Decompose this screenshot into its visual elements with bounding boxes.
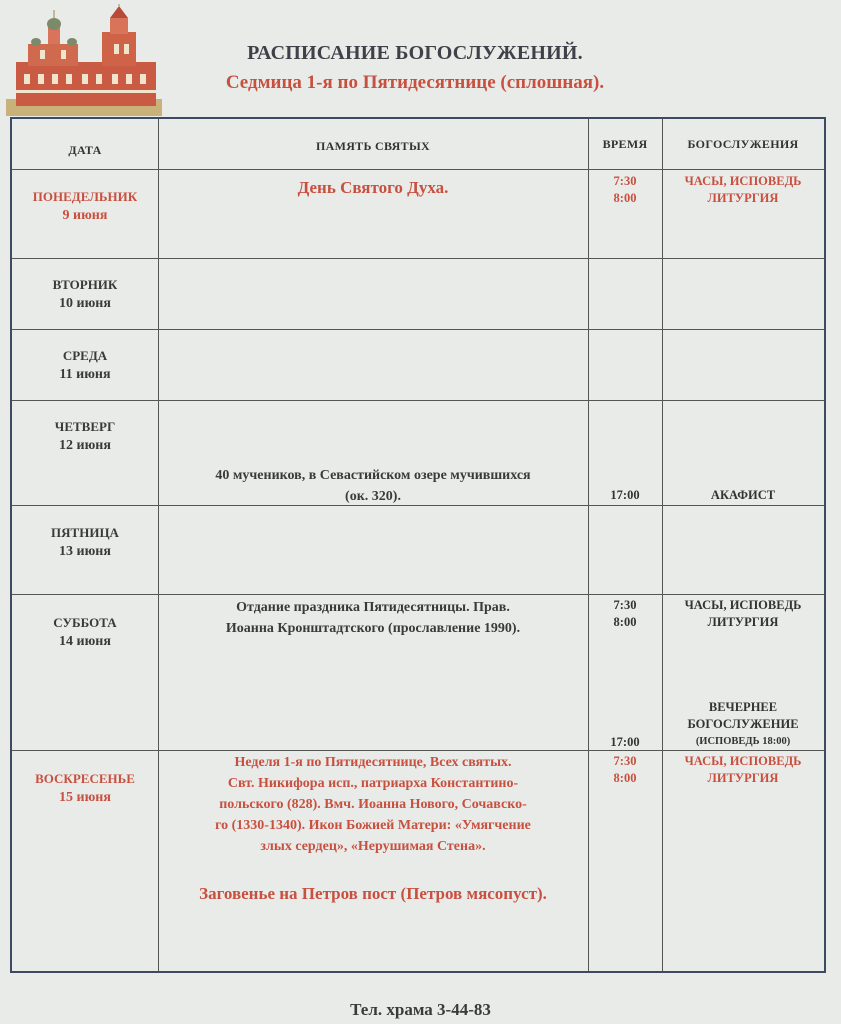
time-value: 7:30 bbox=[613, 754, 637, 768]
day-name: ПОНЕДЕЛЬНИК bbox=[32, 189, 138, 204]
service-name: БОГОСЛУЖЕНИЕ bbox=[687, 717, 799, 731]
service-name: ЧАСЫ, ИСПОВЕДЬ bbox=[684, 598, 802, 612]
saints-line: (ок. 320). bbox=[345, 489, 401, 504]
saints-line: Иоанна Кронштадтского (прославление 1990). bbox=[225, 621, 521, 636]
day-name: СРЕДА bbox=[62, 348, 108, 363]
time-value: 17:00 bbox=[610, 735, 640, 749]
service-name: АКАФИСТ bbox=[710, 488, 776, 502]
saints-line: 40 мучеников, в Севастийском озере мучившихся bbox=[215, 468, 531, 483]
table-row-date bbox=[12, 346, 158, 384]
row-divider bbox=[12, 750, 824, 751]
saints-line: Свт. Никифора исп., патриарха Константино- bbox=[227, 776, 519, 791]
row-divider bbox=[12, 169, 824, 170]
table-row-date bbox=[12, 275, 158, 313]
day-date: 14 июня bbox=[59, 634, 111, 649]
time-cell bbox=[588, 753, 662, 787]
table-row-date bbox=[12, 613, 158, 651]
time-value: 7:30 bbox=[613, 174, 637, 188]
church-illustration bbox=[6, 4, 162, 116]
saints-text: День Святого Духа. bbox=[297, 178, 449, 197]
saints-line: злых сердец», «Нерушимая Стена». bbox=[260, 839, 486, 854]
time-value: 17:00 bbox=[610, 488, 640, 502]
services-cell bbox=[662, 173, 824, 207]
day-date: 9 июня bbox=[62, 208, 108, 223]
header-services: БОГОСЛУЖЕНИЯ bbox=[687, 137, 799, 151]
fast-note: Заговенье на Петров пост (Петров мясопуст). bbox=[199, 884, 547, 903]
service-note: (ИСПОВЕДЬ 18:00) bbox=[695, 736, 791, 747]
header-date: ДАТА bbox=[68, 143, 102, 157]
day-name: ВОСКРЕСЕНЬЕ bbox=[35, 771, 135, 786]
service-name: ЛИТУРГИЯ bbox=[707, 771, 779, 785]
services-cell bbox=[662, 753, 824, 787]
services-cell bbox=[662, 699, 824, 750]
day-name: ПЯТНИЦА bbox=[51, 525, 119, 540]
saints-line: Отдание праздника Пятидесятницы. Прав. bbox=[236, 600, 510, 615]
service-name: ЛИТУРГИЯ bbox=[707, 615, 779, 629]
row-divider bbox=[12, 329, 824, 330]
saints-text bbox=[158, 752, 588, 857]
service-name: ЛИТУРГИЯ bbox=[707, 191, 779, 205]
table-row-date bbox=[12, 769, 158, 807]
day-date: 13 июня bbox=[59, 544, 111, 559]
page-title: РАСПИСАНИЕ БОГОСЛУЖЕНИЙ. bbox=[247, 42, 583, 64]
saints-text bbox=[158, 597, 588, 639]
saints-line: польского (828). Вмч. Иоанна Нового, Сочавско- bbox=[219, 797, 527, 812]
row-divider bbox=[12, 594, 824, 595]
time-cell bbox=[588, 173, 662, 207]
column-divider bbox=[588, 119, 589, 971]
table-row-date bbox=[12, 417, 158, 455]
saints-line: Неделя 1-я по Пятидесятнице, Всех святых. bbox=[234, 755, 512, 770]
page-subtitle: Седмица 1-я по Пятидесятнице (сплошная). bbox=[225, 72, 605, 93]
day-date: 11 июня bbox=[59, 367, 111, 382]
time-value: 8:00 bbox=[613, 191, 637, 205]
service-name: ЧАСЫ, ИСПОВЕДЬ bbox=[684, 174, 802, 188]
saints-line: го (1330-1340). Икон Божией Матери: «Умягчение bbox=[215, 818, 531, 833]
church-phone: Тел. храма 3-44-83 bbox=[350, 1000, 491, 1019]
day-date: 15 июня bbox=[59, 790, 111, 805]
table-row-date bbox=[12, 523, 158, 561]
day-date: 10 июня bbox=[59, 296, 111, 311]
time-value: 8:00 bbox=[613, 771, 637, 785]
day-name: ВТОРНИК bbox=[52, 277, 118, 292]
table-row-date bbox=[12, 187, 158, 225]
column-divider bbox=[662, 119, 663, 971]
row-divider bbox=[12, 258, 824, 259]
services-cell bbox=[662, 597, 824, 631]
header-time: ВРЕМЯ bbox=[602, 137, 648, 151]
day-name: СУББОТА bbox=[53, 615, 117, 630]
saints-text bbox=[158, 465, 588, 507]
time-value: 7:30 bbox=[613, 598, 637, 612]
day-name: ЧЕТВЕРГ bbox=[54, 419, 116, 434]
time-value: 8:00 bbox=[613, 615, 637, 629]
header-saints: ПАМЯТЬ СВЯТЫХ bbox=[315, 139, 431, 153]
time-cell bbox=[588, 597, 662, 631]
row-divider bbox=[12, 400, 824, 401]
service-name: ВЕЧЕРНЕЕ bbox=[708, 700, 778, 714]
service-name: ЧАСЫ, ИСПОВЕДЬ bbox=[684, 754, 802, 768]
day-date: 12 июня bbox=[59, 438, 111, 453]
schedule-table bbox=[10, 117, 826, 973]
